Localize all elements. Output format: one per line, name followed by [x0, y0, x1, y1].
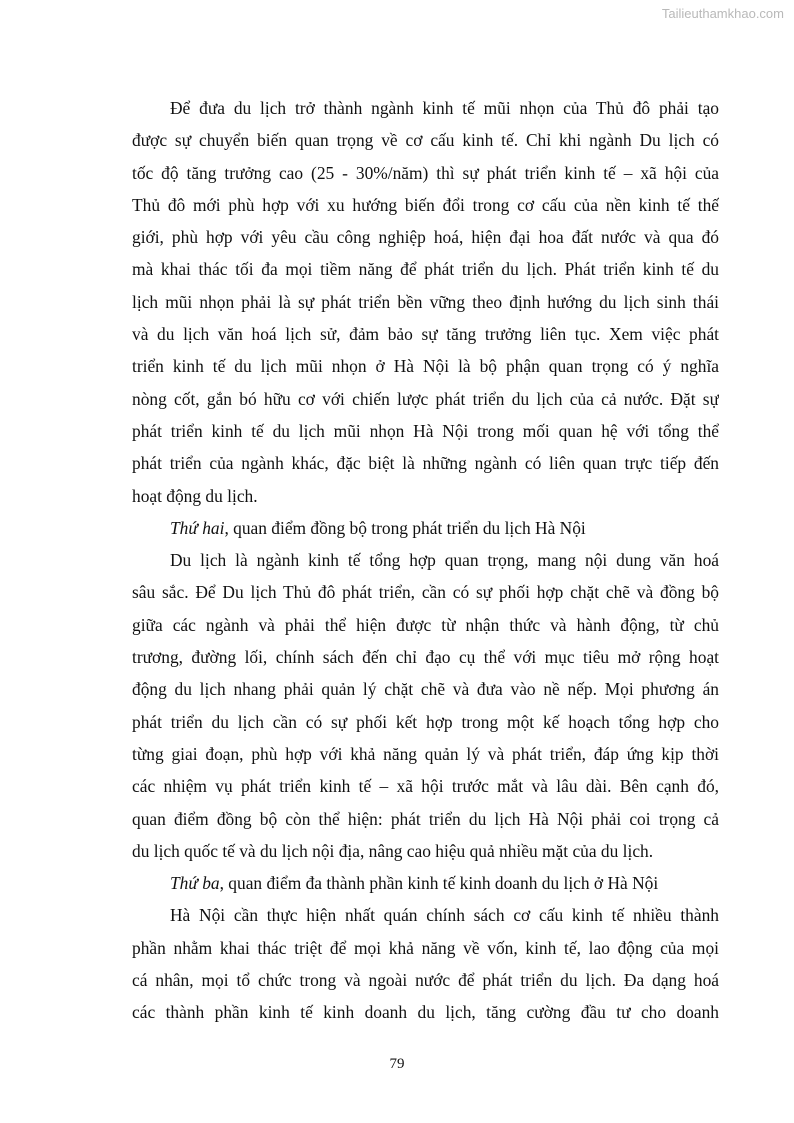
text-line: cá nhân, mọi tổ chức trong và ngoài nước để phát triển du lịch. Đa dạng hoá	[132, 970, 719, 991]
section-heading-thu-hai: Thứ hai, quan điểm đồng bộ trong phát triển du lịch Hà Nội	[170, 517, 586, 538]
text-line: tốc độ tăng trưởng cao (25 - 30%/năm) thì sự phát triển kinh tế – xã hội của	[132, 162, 719, 183]
text-line: trương, đường lối, chính sách đến chỉ đạo cụ thể với mục tiêu mở rộng hoạt	[132, 647, 719, 668]
text-line: lịch mũi nhọn phải là sự phát triển bền vững theo định hướng du lịch sinh thái	[132, 291, 719, 312]
watermark: Tailieuthamkhao.com	[661, 6, 784, 21]
text-line: động du lịch nhang phải quản lý chặt chẽ và đưa vào nề nếp. Mọi phương án	[132, 679, 719, 700]
text-line: phát triển kinh tế du lịch mũi nhọn Hà Nội trong mối quan hệ với tổng thể	[132, 420, 719, 441]
heading-text: quan điểm đồng bộ trong phát triển du lịch Hà Nội	[233, 517, 586, 538]
page-number: 79	[389, 1056, 405, 1072]
heading-label: Thứ hai	[170, 517, 225, 538]
text-line: Du lịch là ngành kinh tế tổng hợp quan trọng, mang nội dung văn hoá	[170, 550, 719, 571]
text-line: mà khai thác tối đa mọi tiềm năng để phát triển du lịch. Phát triển kinh tế du	[132, 259, 719, 280]
text-line: Thủ đô mới phù hợp với xu hướng biến đổi trong cơ cấu của nền kinh tế thế	[132, 194, 719, 215]
section-heading-thu-ba: Thứ ba, quan điểm đa thành phần kinh tế kinh doanh du lịch ở Hà Nội	[170, 873, 659, 894]
text-line: Để đưa du lịch trở thành ngành kinh tế mũi nhọn của Thủ đô phải tạo	[170, 98, 719, 118]
text-line: phát triển của ngành khác, đặc biệt là những ngành có liên quan trực tiếp đến	[132, 453, 719, 474]
text-line: được sự chuyển biến quan trọng về cơ cấu kinh tế. Chỉ khi ngành Du lịch có	[132, 130, 719, 151]
text-line: Hà Nội cần thực hiện nhất quán chính sách cơ cấu kinh tế nhiều thành	[170, 905, 719, 926]
heading-label: Thứ ba	[170, 873, 220, 894]
text-line: giới, phù hợp với yêu cầu công nghiệp hoá, hiện đại hoa đất nước và qua đó	[132, 227, 719, 248]
text-line: các thành phần kinh tế kinh doanh du lịch, tăng cường đầu tư cho doanh	[132, 1002, 719, 1023]
text-line: giữa các ngành và phải thể hiện được từ nhận thức và hành động, từ chủ	[132, 614, 719, 635]
text-line: nòng cốt, gắn bó hữu cơ với chiến lược phát triển du lịch của cả nước. Đặt sự	[132, 388, 719, 409]
text-line: hoạt động du lịch.	[132, 485, 258, 506]
text-line: và du lịch văn hoá lịch sử, đảm bảo sự tăng trưởng liên tục. Xem việc phát	[132, 324, 719, 345]
text-line: sâu sắc. Để Du lịch Thủ đô phát triển, cần có sự phối hợp chặt chẽ và đồng bộ	[132, 582, 719, 603]
text-line: từng giai đoạn, phù hợp với khả năng quản lý và phát triển, đáp ứng kịp thời	[132, 743, 719, 764]
text-line: phần nhằm khai thác triệt để mọi khả năng về vốn, kinh tế, lao động của mọi	[132, 937, 719, 958]
heading-text: quan điểm đa thành phần kinh tế kinh doanh du lịch ở Hà Nội	[228, 873, 659, 894]
text-line: phát triển du lịch cần có sự phối kết hợp trong một kế hoạch tổng hợp cho	[132, 711, 719, 732]
text-line: quan điểm đồng bộ còn thể hiện: phát triển du lịch Hà Nội phải coi trọng cả	[132, 808, 719, 829]
text-line: du lịch quốc tế và du lịch nội địa, nâng cao hiệu quả nhiều mặt của du lịch.	[132, 840, 654, 861]
text-line: triển kinh tế du lịch mũi nhọn ở Hà Nội là bộ phận quan trọng có ý nghĩa	[132, 356, 719, 377]
text-line: các nhiệm vụ phát triển kinh tế – xã hội trước mắt và lâu dài. Bên cạnh đó,	[132, 776, 719, 797]
document-body	[132, 92, 719, 1029]
